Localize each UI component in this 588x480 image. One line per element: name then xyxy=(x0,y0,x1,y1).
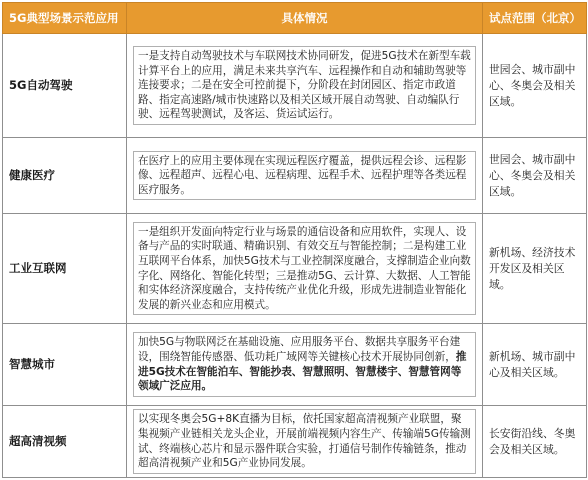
table-row xyxy=(3,34,587,138)
area-cell: 新机场、城市副中心及相关区域。 xyxy=(483,324,587,406)
detail-cell xyxy=(127,406,483,478)
table-row xyxy=(3,214,587,324)
header-detail: 具体情况 xyxy=(127,3,483,34)
detail-cell xyxy=(127,34,483,138)
detail-text: 在医疗上的应用主要体现在实现远程医疗覆盖，提供远程会诊、远程影像、远程超声、远程心电、远程病理、远程手术、远程护理等各类远程医疗服务。 xyxy=(133,151,476,201)
detail-text: 一是组织开发面向特定行业与场景的通信设备和应用软件，实现人、设备与产品的实时联通、精确识别、有效交互与智能控制；二是构建工业互联网平台体系，加快5G技术与工业控制深度融合，支撑制造企业向数字化、网络化、智能化转型；三是推动5G、云计算、大数据、人工智能和实体经济深度融合，支持传统产业优化升级，形成先进制造业智能化发展的新兴业态和应用模式。 xyxy=(133,222,476,316)
scene-cell: 5G自动驾驶 xyxy=(3,34,127,138)
scene-cell: 健康医疗 xyxy=(3,138,127,214)
5g-application-table xyxy=(2,2,587,478)
scene-cell: 智慧城市 xyxy=(3,324,127,406)
area-cell: 世园会、城市副中心、冬奥会及相关区域。 xyxy=(483,34,587,138)
detail-cell xyxy=(127,214,483,324)
table-row xyxy=(3,138,587,214)
detail-text-bold: 推进5G技术在智能泊车、智能抄表、智慧照明、智慧楼宇、智慧管网等领域广泛应用。 xyxy=(138,350,467,393)
header-scene: 5G典型场景示范应用 xyxy=(3,3,127,34)
area-cell: 长安街沿线、冬奥会及相关区域。 xyxy=(483,406,587,478)
table-row xyxy=(3,406,587,478)
detail-text: 一是支持自动驾驶技术与车联网技术协同研发，促进5G技术在新型车载计算平台上的应用，满足未来共享汽车、远程操作和自动和辅助驾驶等连接要求；二是在安全可控前提下，分阶段在封闭园区、指定市政道路、指定高速路/城市快速路以及相关区域开展自动驾驶、自动编队行驶、远程驾驶测试，及客运、货运试运行。 xyxy=(133,46,476,125)
application-table-container xyxy=(2,2,586,478)
detail-cell xyxy=(127,138,483,214)
detail-text: 以实现冬奥会5G+8K直播为目标，依托国家超高清视频产业联盟，聚集视频产业链相关龙头企业，开展前端视频内容生产、传输端5G传输测试、终端核心芯片和显示器件联合实验，打通信号制作传输链条，推动超高清视频产业和5G产业协同发展。 xyxy=(133,409,476,473)
scene-cell: 超高清视频 xyxy=(3,406,127,478)
detail-text-plain: 加快5G与物联网泛在基础设施、应用服务平台、数据共享服务平台建设，围绕智能传感器、低功耗广域网等关键核心技术开展协同创新， xyxy=(138,336,461,363)
table-header-row xyxy=(3,3,587,34)
table-row xyxy=(3,324,587,406)
header-area: 试点范围（北京） xyxy=(483,3,587,34)
detail-text xyxy=(133,332,476,396)
area-cell: 世园会、城市副中心、冬奥会及相关区域。 xyxy=(483,138,587,214)
detail-cell xyxy=(127,324,483,406)
area-cell: 新机场、经济技术开发区及相关区域。 xyxy=(483,214,587,324)
scene-cell: 工业互联网 xyxy=(3,214,127,324)
